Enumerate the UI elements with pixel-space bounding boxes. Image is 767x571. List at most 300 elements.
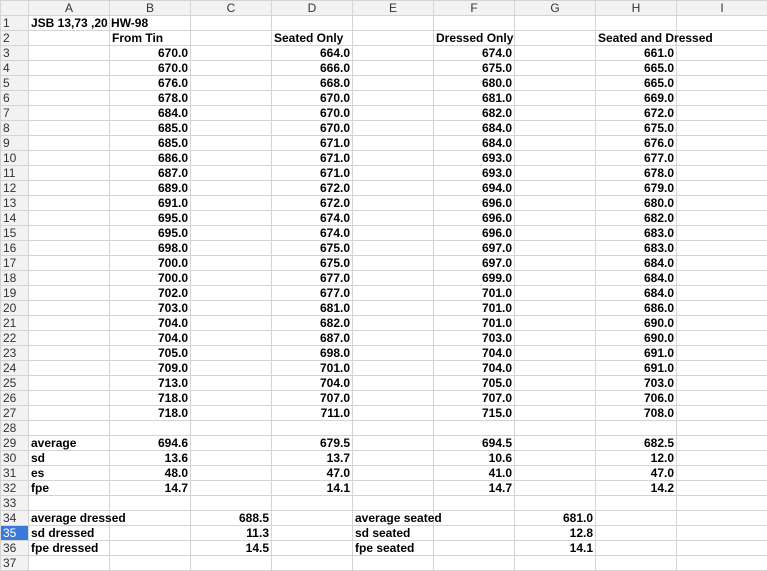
cell-a27[interactable] [29,406,110,421]
cell-h36[interactable] [596,541,677,556]
cell-d23[interactable]: 698.0 [272,346,353,361]
cell-e8[interactable] [353,121,434,136]
cell-g4[interactable] [515,61,596,76]
cell-g6[interactable] [515,91,596,106]
cell-h20[interactable]: 686.0 [596,301,677,316]
cell-f31[interactable]: 41.0 [434,466,515,481]
cell-c31[interactable] [191,466,272,481]
cell-h33[interactable] [596,496,677,511]
cell-i17[interactable] [677,256,767,271]
column-header-e[interactable]: E [353,1,434,16]
cell-c25[interactable] [191,376,272,391]
cell-g21[interactable] [515,316,596,331]
cell-c3[interactable] [191,46,272,61]
cell-c11[interactable] [191,166,272,181]
row-header-3[interactable]: 3 [1,46,29,61]
cell-f5[interactable]: 680.0 [434,76,515,91]
cell-e3[interactable] [353,46,434,61]
row-header-9[interactable]: 9 [1,136,29,151]
cell-b19[interactable]: 702.0 [110,286,191,301]
cell-c36[interactable]: 14.5 [191,541,272,556]
cell-d2[interactable]: Seated Only [272,31,353,46]
cell-g36[interactable]: 14.1 [515,541,596,556]
cell-e28[interactable] [353,421,434,436]
cell-d16[interactable]: 675.0 [272,241,353,256]
row-header-23[interactable]: 23 [1,346,29,361]
cell-d31[interactable]: 47.0 [272,466,353,481]
cell-h13[interactable]: 680.0 [596,196,677,211]
cell-d37[interactable] [272,556,353,571]
cell-f11[interactable]: 693.0 [434,166,515,181]
cell-f21[interactable]: 701.0 [434,316,515,331]
cell-h30[interactable]: 12.0 [596,451,677,466]
cell-h37[interactable] [596,556,677,571]
cell-c10[interactable] [191,151,272,166]
cell-d9[interactable]: 671.0 [272,136,353,151]
row-header-35[interactable]: 35 [1,526,29,541]
cell-a19[interactable] [29,286,110,301]
cell-g14[interactable] [515,211,596,226]
cell-i4[interactable] [677,61,767,76]
cell-e33[interactable] [353,496,434,511]
cell-c4[interactable] [191,61,272,76]
cell-a18[interactable] [29,271,110,286]
cell-e16[interactable] [353,241,434,256]
cell-d8[interactable]: 670.0 [272,121,353,136]
cell-b6[interactable]: 678.0 [110,91,191,106]
cell-i14[interactable] [677,211,767,226]
column-header-g[interactable]: G [515,1,596,16]
cell-f29[interactable]: 694.5 [434,436,515,451]
cell-g19[interactable] [515,286,596,301]
cell-d27[interactable]: 711.0 [272,406,353,421]
cell-e9[interactable] [353,136,434,151]
cell-b21[interactable]: 704.0 [110,316,191,331]
cell-a21[interactable] [29,316,110,331]
cell-b24[interactable]: 709.0 [110,361,191,376]
select-all-corner[interactable] [1,1,29,16]
cell-h7[interactable]: 672.0 [596,106,677,121]
cell-a17[interactable] [29,256,110,271]
cell-g22[interactable] [515,331,596,346]
cell-f35[interactable] [434,526,515,541]
cell-i11[interactable] [677,166,767,181]
cell-f32[interactable]: 14.7 [434,481,515,496]
cell-h4[interactable]: 665.0 [596,61,677,76]
cell-h25[interactable]: 703.0 [596,376,677,391]
cell-a26[interactable] [29,391,110,406]
cell-f17[interactable]: 697.0 [434,256,515,271]
cell-i3[interactable] [677,46,767,61]
cell-c26[interactable] [191,391,272,406]
cell-i35[interactable] [677,526,767,541]
cell-d36[interactable] [272,541,353,556]
row-header-20[interactable]: 20 [1,301,29,316]
cell-h35[interactable] [596,526,677,541]
cell-d29[interactable]: 679.5 [272,436,353,451]
row-header-6[interactable]: 6 [1,91,29,106]
cell-i37[interactable] [677,556,767,571]
cell-e36[interactable]: fpe seated [353,541,434,556]
cell-d34[interactable] [272,511,353,526]
row-header-27[interactable]: 27 [1,406,29,421]
cell-h27[interactable]: 708.0 [596,406,677,421]
cell-e20[interactable] [353,301,434,316]
cell-e25[interactable] [353,376,434,391]
cell-g17[interactable] [515,256,596,271]
cell-g28[interactable] [515,421,596,436]
cell-g2[interactable] [515,31,596,46]
row-header-2[interactable]: 2 [1,31,29,46]
cell-h19[interactable]: 684.0 [596,286,677,301]
cell-g12[interactable] [515,181,596,196]
row-header-22[interactable]: 22 [1,331,29,346]
cell-b22[interactable]: 704.0 [110,331,191,346]
cell-e12[interactable] [353,181,434,196]
cell-h5[interactable]: 665.0 [596,76,677,91]
cell-b35[interactable] [110,526,191,541]
cell-c33[interactable] [191,496,272,511]
cell-d4[interactable]: 666.0 [272,61,353,76]
cell-f22[interactable]: 703.0 [434,331,515,346]
row-header-28[interactable]: 28 [1,421,29,436]
cell-b4[interactable]: 670.0 [110,61,191,76]
cell-b32[interactable]: 14.7 [110,481,191,496]
cell-f14[interactable]: 696.0 [434,211,515,226]
cell-f24[interactable]: 704.0 [434,361,515,376]
cell-a16[interactable] [29,241,110,256]
cell-f2[interactable]: Dressed Only [434,31,515,46]
cell-a10[interactable] [29,151,110,166]
cell-c1[interactable] [191,16,272,31]
cell-b10[interactable]: 686.0 [110,151,191,166]
row-header-12[interactable]: 12 [1,181,29,196]
cell-e14[interactable] [353,211,434,226]
cell-i15[interactable] [677,226,767,241]
cell-g1[interactable] [515,16,596,31]
row-header-32[interactable]: 32 [1,481,29,496]
cell-h26[interactable]: 706.0 [596,391,677,406]
cell-h32[interactable]: 14.2 [596,481,677,496]
column-header-i[interactable]: I [677,1,767,16]
row-header-37[interactable]: 37 [1,556,29,571]
cell-i13[interactable] [677,196,767,211]
cell-c8[interactable] [191,121,272,136]
cell-b23[interactable]: 705.0 [110,346,191,361]
cell-b25[interactable]: 713.0 [110,376,191,391]
cell-i26[interactable] [677,391,767,406]
cell-f15[interactable]: 696.0 [434,226,515,241]
cell-a11[interactable] [29,166,110,181]
cell-b29[interactable]: 694.6 [110,436,191,451]
cell-a37[interactable] [29,556,110,571]
cell-g8[interactable] [515,121,596,136]
cell-e7[interactable] [353,106,434,121]
cell-f20[interactable]: 701.0 [434,301,515,316]
cell-i32[interactable] [677,481,767,496]
cell-h16[interactable]: 683.0 [596,241,677,256]
cell-c13[interactable] [191,196,272,211]
cell-g25[interactable] [515,376,596,391]
row-header-33[interactable]: 33 [1,496,29,511]
cell-h22[interactable]: 690.0 [596,331,677,346]
cell-d11[interactable]: 671.0 [272,166,353,181]
cell-h6[interactable]: 669.0 [596,91,677,106]
cell-e21[interactable] [353,316,434,331]
cell-e2[interactable] [353,31,434,46]
cell-d28[interactable] [272,421,353,436]
column-header-a[interactable]: A [29,1,110,16]
cell-c34[interactable]: 688.5 [191,511,272,526]
cell-b33[interactable] [110,496,191,511]
cell-c9[interactable] [191,136,272,151]
cell-d22[interactable]: 687.0 [272,331,353,346]
cell-g13[interactable] [515,196,596,211]
cell-f4[interactable]: 675.0 [434,61,515,76]
cell-d26[interactable]: 707.0 [272,391,353,406]
cell-d10[interactable]: 671.0 [272,151,353,166]
cell-i24[interactable] [677,361,767,376]
cell-d15[interactable]: 674.0 [272,226,353,241]
cell-b14[interactable]: 695.0 [110,211,191,226]
cell-a6[interactable] [29,91,110,106]
cell-i36[interactable] [677,541,767,556]
cell-g20[interactable] [515,301,596,316]
row-header-15[interactable]: 15 [1,226,29,241]
row-header-21[interactable]: 21 [1,316,29,331]
cell-f26[interactable]: 707.0 [434,391,515,406]
cell-i27[interactable] [677,406,767,421]
cell-i6[interactable] [677,91,767,106]
cell-d21[interactable]: 682.0 [272,316,353,331]
cell-i10[interactable] [677,151,767,166]
cell-d32[interactable]: 14.1 [272,481,353,496]
cell-d18[interactable]: 677.0 [272,271,353,286]
cell-f12[interactable]: 694.0 [434,181,515,196]
cell-f33[interactable] [434,496,515,511]
cell-e13[interactable] [353,196,434,211]
cell-f37[interactable] [434,556,515,571]
cell-h28[interactable] [596,421,677,436]
cell-d12[interactable]: 672.0 [272,181,353,196]
cell-f30[interactable]: 10.6 [434,451,515,466]
cell-f34[interactable] [434,511,515,526]
cell-f9[interactable]: 684.0 [434,136,515,151]
row-header-36[interactable]: 36 [1,541,29,556]
cell-f19[interactable]: 701.0 [434,286,515,301]
cell-g26[interactable] [515,391,596,406]
cell-a29[interactable]: average [29,436,110,451]
cell-b27[interactable]: 718.0 [110,406,191,421]
cell-b3[interactable]: 670.0 [110,46,191,61]
cell-e24[interactable] [353,361,434,376]
cell-i29[interactable] [677,436,767,451]
row-header-1[interactable]: 1 [1,16,29,31]
cell-d5[interactable]: 668.0 [272,76,353,91]
cell-d33[interactable] [272,496,353,511]
cell-f16[interactable]: 697.0 [434,241,515,256]
cell-g37[interactable] [515,556,596,571]
cell-c35[interactable]: 11.3 [191,526,272,541]
cell-i30[interactable] [677,451,767,466]
cell-c24[interactable] [191,361,272,376]
cell-a8[interactable] [29,121,110,136]
cell-f25[interactable]: 705.0 [434,376,515,391]
cell-a31[interactable]: es [29,466,110,481]
cell-e30[interactable] [353,451,434,466]
cell-c7[interactable] [191,106,272,121]
cell-c5[interactable] [191,76,272,91]
cell-c37[interactable] [191,556,272,571]
row-header-14[interactable]: 14 [1,211,29,226]
cell-i1[interactable] [677,16,767,31]
cell-b36[interactable] [110,541,191,556]
cell-e19[interactable] [353,286,434,301]
cell-h21[interactable]: 690.0 [596,316,677,331]
cell-b9[interactable]: 685.0 [110,136,191,151]
cell-b20[interactable]: 703.0 [110,301,191,316]
cell-c14[interactable] [191,211,272,226]
cell-b13[interactable]: 691.0 [110,196,191,211]
cell-b26[interactable]: 718.0 [110,391,191,406]
cell-a36[interactable]: fpe dressed [29,541,110,556]
cell-g31[interactable] [515,466,596,481]
cell-i5[interactable] [677,76,767,91]
cell-e1[interactable] [353,16,434,31]
cell-f10[interactable]: 693.0 [434,151,515,166]
cell-g32[interactable] [515,481,596,496]
cell-h1[interactable] [596,16,677,31]
cell-a12[interactable] [29,181,110,196]
cell-f36[interactable] [434,541,515,556]
cell-h3[interactable]: 661.0 [596,46,677,61]
cell-g10[interactable] [515,151,596,166]
cell-h8[interactable]: 675.0 [596,121,677,136]
cell-g30[interactable] [515,451,596,466]
row-header-8[interactable]: 8 [1,121,29,136]
cell-a4[interactable] [29,61,110,76]
cell-i7[interactable] [677,106,767,121]
cell-b16[interactable]: 698.0 [110,241,191,256]
cell-h29[interactable]: 682.5 [596,436,677,451]
cell-a35[interactable]: sd dressed [29,526,110,541]
cell-b28[interactable] [110,421,191,436]
cell-h10[interactable]: 677.0 [596,151,677,166]
cell-c32[interactable] [191,481,272,496]
cell-b2[interactable]: From Tin [110,31,191,46]
cell-e15[interactable] [353,226,434,241]
cell-a25[interactable] [29,376,110,391]
cell-d30[interactable]: 13.7 [272,451,353,466]
cell-c15[interactable] [191,226,272,241]
cell-f7[interactable]: 682.0 [434,106,515,121]
cell-b8[interactable]: 685.0 [110,121,191,136]
cell-e26[interactable] [353,391,434,406]
cell-a32[interactable]: fpe [29,481,110,496]
row-header-18[interactable]: 18 [1,271,29,286]
cell-a23[interactable] [29,346,110,361]
cell-a3[interactable] [29,46,110,61]
cell-g9[interactable] [515,136,596,151]
cell-c2[interactable] [191,31,272,46]
cell-c27[interactable] [191,406,272,421]
row-header-7[interactable]: 7 [1,106,29,121]
cell-e11[interactable] [353,166,434,181]
cell-b7[interactable]: 684.0 [110,106,191,121]
cell-c20[interactable] [191,301,272,316]
row-header-4[interactable]: 4 [1,61,29,76]
cell-h15[interactable]: 683.0 [596,226,677,241]
cell-i34[interactable] [677,511,767,526]
cell-i23[interactable] [677,346,767,361]
cell-a5[interactable] [29,76,110,91]
cell-e23[interactable] [353,346,434,361]
cell-c23[interactable] [191,346,272,361]
cell-f23[interactable]: 704.0 [434,346,515,361]
cell-i9[interactable] [677,136,767,151]
row-header-24[interactable]: 24 [1,361,29,376]
cell-d20[interactable]: 681.0 [272,301,353,316]
row-header-25[interactable]: 25 [1,376,29,391]
cell-g16[interactable] [515,241,596,256]
cell-c28[interactable] [191,421,272,436]
cell-h24[interactable]: 691.0 [596,361,677,376]
cell-a20[interactable] [29,301,110,316]
cell-b30[interactable]: 13.6 [110,451,191,466]
cell-d35[interactable] [272,526,353,541]
cell-b5[interactable]: 676.0 [110,76,191,91]
cell-e17[interactable] [353,256,434,271]
cell-i25[interactable] [677,376,767,391]
cell-i31[interactable] [677,466,767,481]
cell-f8[interactable]: 684.0 [434,121,515,136]
cell-e4[interactable] [353,61,434,76]
cell-d1[interactable] [272,16,353,31]
cell-a33[interactable] [29,496,110,511]
row-header-10[interactable]: 10 [1,151,29,166]
cell-a14[interactable] [29,211,110,226]
cell-h9[interactable]: 676.0 [596,136,677,151]
column-header-d[interactable]: D [272,1,353,16]
column-header-f[interactable]: F [434,1,515,16]
cell-g11[interactable] [515,166,596,181]
cell-d25[interactable]: 704.0 [272,376,353,391]
row-header-26[interactable]: 26 [1,391,29,406]
cell-c12[interactable] [191,181,272,196]
cell-f27[interactable]: 715.0 [434,406,515,421]
cell-e10[interactable] [353,151,434,166]
cell-c16[interactable] [191,241,272,256]
cell-i28[interactable] [677,421,767,436]
cell-e6[interactable] [353,91,434,106]
cell-a30[interactable]: sd [29,451,110,466]
cell-e18[interactable] [353,271,434,286]
cell-e29[interactable] [353,436,434,451]
cell-g7[interactable] [515,106,596,121]
column-header-h[interactable]: H [596,1,677,16]
cell-a24[interactable] [29,361,110,376]
row-header-30[interactable]: 30 [1,451,29,466]
cell-g33[interactable] [515,496,596,511]
cell-c17[interactable] [191,256,272,271]
cell-h18[interactable]: 684.0 [596,271,677,286]
cell-g29[interactable] [515,436,596,451]
row-header-11[interactable]: 11 [1,166,29,181]
cell-e27[interactable] [353,406,434,421]
cell-g23[interactable] [515,346,596,361]
column-header-b[interactable]: B [110,1,191,16]
cell-b15[interactable]: 695.0 [110,226,191,241]
